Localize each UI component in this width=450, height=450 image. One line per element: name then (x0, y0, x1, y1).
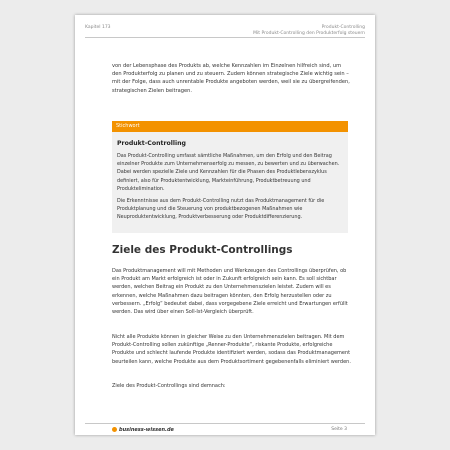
footer-logo[interactable] (112, 427, 174, 433)
body-paragraph-1: Das Produktmanagement will mit Methoden und Werkzeugen des Controllings überprüfen, ob ein Produkt am Markt erfolgreich ist oder in Zukunft erfolgreich sein kann. Es soll sichtbar werden, welchen Beitrag ein Produkt zu den Unternehmenszielen leistet. Zudem will es erkennen, welche Maßnahmen dazu beitragen könnten, den Erfolg herzustellen oder zu verbessern. „Erfolg“ bedeutet dabei, dass vorgegebene Ziele erreicht und Erwartungen erfüllt werden. Das wird über einen Soll-Ist-Vergleich überprüft. (112, 268, 348, 316)
footer-logo-text: business-wissen.de (119, 427, 174, 433)
keyword-label: Stichwort (112, 121, 348, 132)
section-heading: Ziele des Produkt-Controllings (112, 244, 293, 256)
header-title-block (253, 25, 365, 36)
keyword-box (112, 121, 348, 233)
header-divider (85, 37, 365, 38)
footer-divider (85, 423, 365, 424)
keyword-text-1: Das Produkt-Controlling umfasst sämtliche Maßnahmen, um den Erfolg und den Beitrag einzelner Produkte zum Unternehmenserfolg zu messen, zu bewerten und zu überwachen. Dabei werden spezielle Ziele und Kennzahlen für die Phasen des Produktlebenszyklus definiert, also für Produktentwicklung, Markteinführung, Produktbetreuung und Produktelimination. (117, 153, 340, 192)
body-paragraph-2: Nicht alle Produkte können in gleicher Weise zu den Unternehmenszielen beitragen. Mit dem Produkt-Controlling sollen zukünftige „Renner-Produkte“, riskante Produkte, erfolgreiche Produkte und schlecht laufende Produkte identifiziert werden, sodass das Produktmanagement beurteilen kann, welche Produkte aus dem Produktsortiment gegebenenfalls eliminiert werden. (112, 334, 351, 365)
header-subtitle: Mit Produkt-Controlling den Produkterfolg steuern (253, 30, 365, 36)
body-paragraph-3: Ziele des Produkt-Controllings sind demnach: (112, 383, 226, 389)
keyword-text-2: Die Erkenntnisse aus dem Produkt-Controlling nutzt das Produktmanagement für die Produktplanung und die Steuerung von produktbezogenen Maßnahmen wie Neuproduktentwicklung, Produktverbesserung oder Produktdifferenzierung. (117, 198, 325, 221)
keyword-title: Produkt-Controlling (117, 140, 186, 147)
header-chapter: Kapitel 173 (85, 25, 111, 30)
page-number: Seite 3 (331, 427, 347, 432)
intro-paragraph: von der Lebensphase des Produkts ab, welche Kennzahlen im Einzelnen hilfreich sind, um den Produkterfolg zu planen und zu steuern. Zudem können strategische Ziele wichtig sein – mit der Folge, dass auch unrentable Produkte angeboten werden, weil sie zu übergreifenden, strategischen Zielen beitragen. (112, 63, 350, 94)
document-page (75, 15, 375, 435)
header-title: Produkt-Controlling (321, 25, 365, 30)
logo-dot-icon (112, 427, 117, 432)
